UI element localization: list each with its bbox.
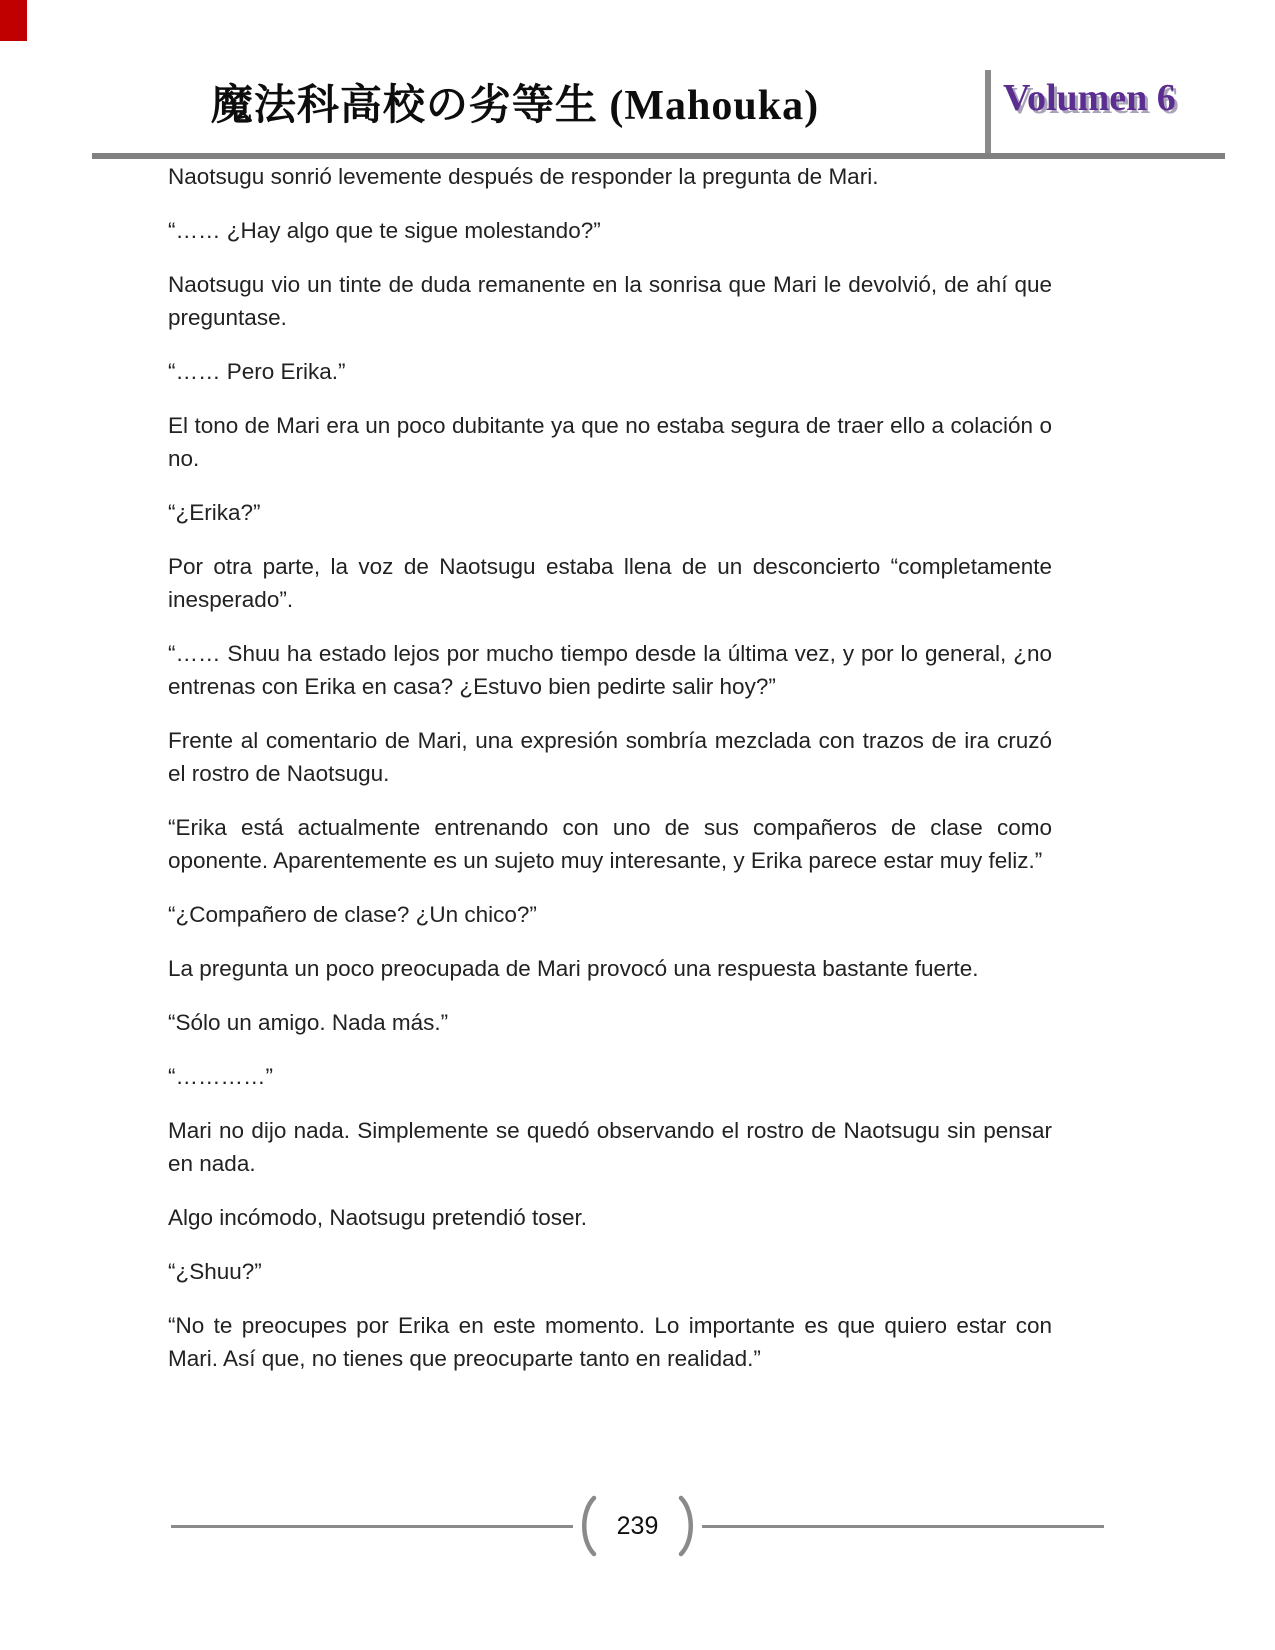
paragraph: “…… Shuu ha estado lejos por mucho tiempo desde la última vez, y por lo general, ¿no entrenas con Erika en casa? ¿Estuvo bien pedirte salir hoy?”: [168, 641, 1052, 699]
footer-rule-right: [702, 1525, 1104, 1528]
left-bracket-icon: [573, 1494, 601, 1558]
paragraph: “Erika está actualmente entrenando con uno de sus compañeros de clase como oponente. Aparentemente es un sujeto muy interesante, y Erika parece estar muy feliz.”: [168, 815, 1052, 873]
header-rule: [92, 153, 1225, 159]
paragraph: “…… ¿Hay algo que te sigue molestando?”: [168, 218, 601, 243]
paragraph: Naotsugu vio un tinte de duda remanente en la sonrisa que Mari le devolvió, de ahí que preguntase.: [168, 272, 1052, 330]
paragraph: Mari no dijo nada. Simplemente se quedó observando el rostro de Naotsugu sin pensar en nada.: [168, 1118, 1052, 1176]
paragraph: “…… Pero Erika.”: [168, 359, 346, 384]
paragraph: “No te preocupes por Erika en este momento. Lo importante es que quiero estar con Mari. Así que, no tienes que preocuparte tanto en realidad.”: [168, 1313, 1052, 1371]
paragraph: Por otra parte, la voz de Naotsugu estaba llena de un desconcierto “completamente inesperado”.: [168, 554, 1052, 612]
footer-rule-left: [171, 1525, 573, 1528]
page-number: 239: [616, 1511, 659, 1540]
paragraph: “¿Erika?”: [168, 500, 261, 525]
volume-label: Volumen 6: [1003, 77, 1176, 119]
paragraph: El tono de Mari era un poco dubitante ya que no estaba segura de traer ello a colación o no.: [168, 413, 1052, 471]
paragraph: “¿Shuu?”: [168, 1259, 262, 1284]
paragraph: “¿Compañero de clase? ¿Un chico?”: [168, 902, 537, 927]
page-footer: [0, 1494, 1275, 1558]
paragraph: Algo incómodo, Naotsugu pretendió toser.: [168, 1205, 588, 1230]
paragraph: “Sólo un amigo. Nada más.”: [168, 1010, 449, 1035]
series-title: 魔法科高校の劣等生 (Mahouka): [210, 83, 820, 129]
paragraph: Frente al comentario de Mari, una expresión sombría mezclada con trazos de ira cruzó el rostro de Naotsugu.: [168, 728, 1052, 786]
red-corner-bookmark: [0, 0, 27, 41]
paragraph: Naotsugu sonrió levemente después de responder la pregunta de Mari.: [168, 164, 879, 189]
paragraph: La pregunta un poco preocupada de Mari provocó una respuesta bastante fuerte.: [168, 956, 979, 981]
paragraph: “…………”: [168, 1064, 273, 1089]
header-vertical-divider: [985, 70, 991, 155]
body-text: [168, 160, 1052, 1396]
right-bracket-icon: [674, 1494, 702, 1558]
